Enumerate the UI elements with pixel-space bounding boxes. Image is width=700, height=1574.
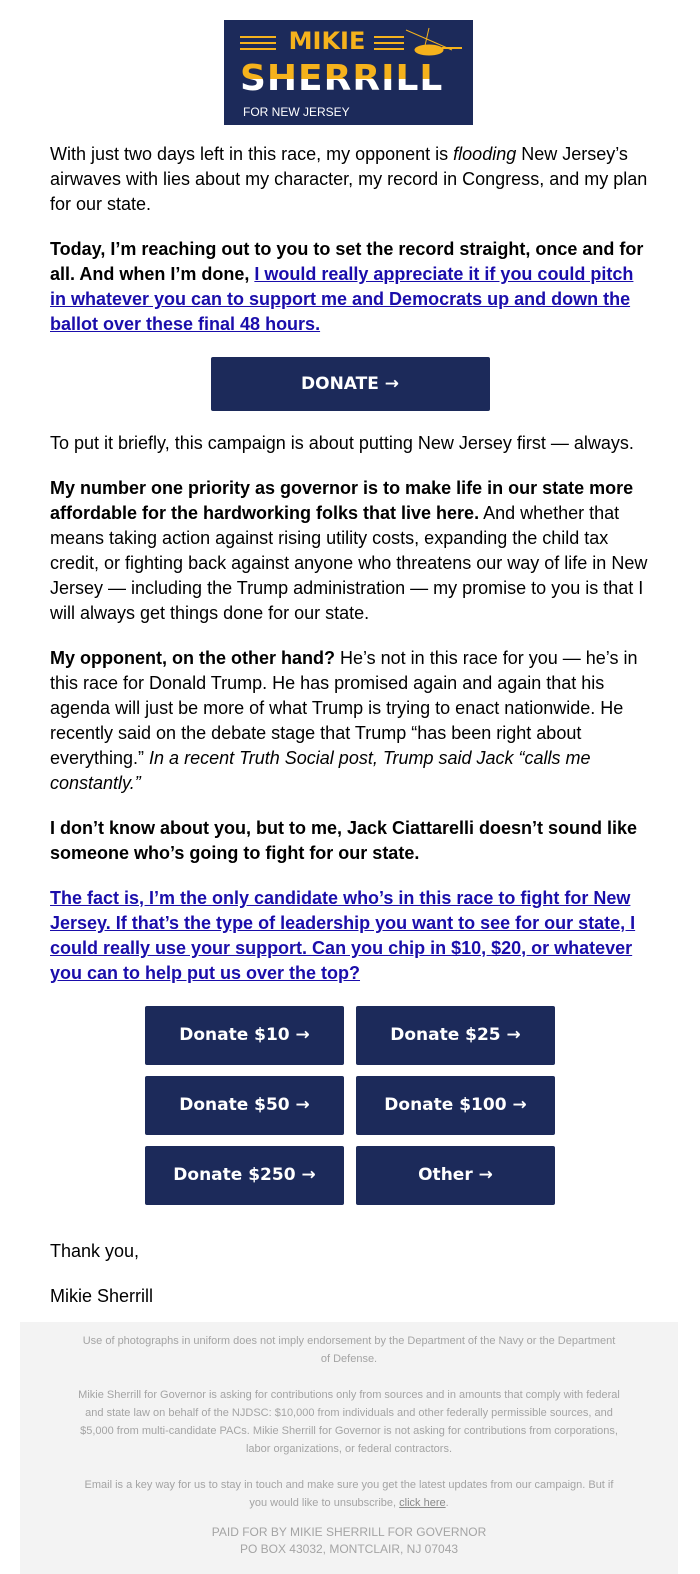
- logo-stripes-right: [374, 36, 404, 50]
- paragraph-6: I don’t know about you, but to me, Jack Ciattarelli doesn’t sound like someone who’s going to fight for our state.: [50, 818, 638, 863]
- donate-25-button[interactable]: Donate $25 →: [356, 1006, 555, 1065]
- paid-for-by: PAID FOR BY MIKIE SHERRILL FOR GOVERNOR PO BOX 43032, MONTCLAIR, NJ 07043: [211, 1525, 487, 1556]
- donate-link[interactable]: I would really appreciate it if you could pitch in whatever you can to support me and Democrats up and down the ballot over these final 48 hours.: [50, 264, 634, 334]
- campaign-logo: [224, 20, 473, 125]
- uniform-disclaimer: Use of photographs in uniform does not imply endorsement by the Department of the Navy or the Department of Defense.: [82, 1335, 616, 1365]
- signature: Mikie Sherrill: [50, 1286, 154, 1306]
- unsubscribe-text: Email is a key way for us to stay in touch and make sure you get the latest updates from our campaign. But if you would like to unsubscribe, click here.: [84, 1479, 614, 1509]
- logo-line2: SHERRILL: [240, 58, 450, 100]
- ask-paragraph: Today, I’m reaching out to you to set the record straight, once and for all. And when I’m done, I would really appreciate it if you could pitch in whatever you can to support me and Democrats up and down the ballot over these final 48 hours.: [50, 239, 644, 334]
- donate-250-button[interactable]: Donate $250 →: [145, 1146, 344, 1205]
- donate-button[interactable]: DONATE →: [211, 357, 490, 411]
- logo-line1: MIKIE: [288, 27, 366, 55]
- donate-50-button[interactable]: Donate $50 →: [145, 1076, 344, 1135]
- paragraph-4: My number one priority as governor is to make life in our state more affordable for the hardworking folks that live here. And whether that means taking action against rising utility costs, expanding the child tax credit, or fighting back against anyone who threatens our way of life in New Jersey — including the Trump administration — my promise to you is that I will always get things done for our state.: [50, 478, 648, 623]
- donation-amount-grid: [50, 1006, 650, 1205]
- paragraph-3: To put it briefly, this campaign is about putting New Jersey first — always.: [50, 433, 634, 453]
- contribution-disclaimer: Mikie Sherrill for Governor is asking for contributions only from sources and in amounts that comply with federal and state law on behalf of the NJDSC: $10,000 from individuals and other federally permissible sources, and $5,000 from multi-candidate PACs. Mikie Sherrill for Governor is not asking for contributions from corporations, labor organizations, or federal contractors.: [78, 1389, 620, 1455]
- paragraph-5: My opponent, on the other hand? He’s not in this race for you — he’s in this race for Donald Trump. He has promised again and again that his agenda will just be more of what Trump is trying to enact nationwide. He recently said on the debate stage that Trump “has been right about everything.” In a recent Truth Social post, Trump said Jack “calls me constantly.”: [50, 648, 638, 793]
- unsubscribe-link[interactable]: click here: [399, 1497, 446, 1509]
- footer: [20, 1322, 678, 1574]
- logo-stripes-left: [240, 36, 276, 50]
- donate-10-button[interactable]: Donate $10 →: [145, 1006, 344, 1065]
- email-body: [50, 142, 650, 1329]
- logo-line3: FOR NEW JERSEY: [243, 105, 350, 119]
- donate-other-button[interactable]: Other →: [356, 1146, 555, 1205]
- paragraph-7: [50, 886, 650, 986]
- helicopter-icon: [404, 24, 470, 64]
- intro-paragraph: With just two days left in this race, my opponent is flooding New Jersey’s airwaves with lies about my character, my record in Congress, and my plan for our state.: [50, 144, 648, 214]
- chip-in-link[interactable]: The fact is, I’m the only candidate who’s in this race to fight for New Jersey. If that’s the type of leadership you want to see for our state, I could really use your support. Can you chip in $10, $20, or whatever you can to help put us over the top?: [50, 888, 636, 983]
- donate-100-button[interactable]: Donate $100 →: [356, 1076, 555, 1135]
- closing: Thank you,: [50, 1241, 140, 1261]
